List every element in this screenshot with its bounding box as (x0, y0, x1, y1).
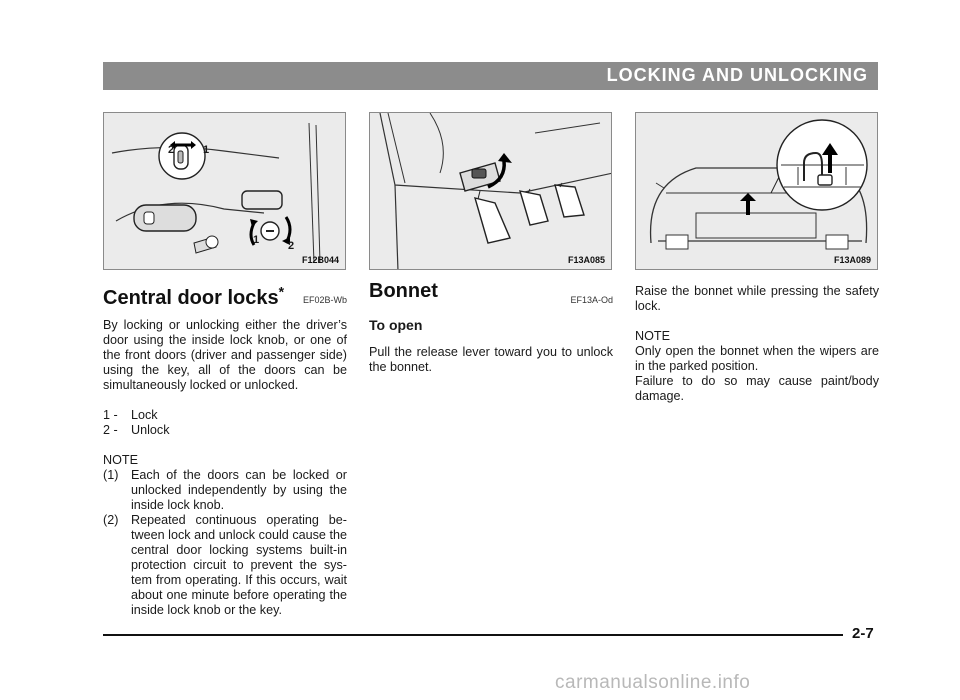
note-text: Failure to do so may cause paint/body damage. (635, 374, 879, 403)
note-item: (1) Each of the doors can be locked or unlocked independently by using the inside lock knob. (103, 468, 347, 512)
bonnet-raise-section (635, 284, 879, 404)
legend-item: 1 - Lock (103, 408, 158, 422)
section-code: EF02B-Wb (302, 295, 347, 305)
central-door-locks-body: By locking or unlocking either the driver’s door using the inside lock knob, or one of the front doors (driver and passenger side) using the key, all of the doors can be simultaneously locked or unlocked. (103, 318, 347, 392)
to-open-subtitle: To open (369, 317, 423, 333)
section-header-bar (103, 62, 878, 90)
footer-rule (103, 634, 843, 636)
watermark: carmanualsonline.info (555, 672, 751, 693)
figure-code: F13A089 (833, 255, 871, 265)
figure-bonnet-safety-lock (635, 112, 878, 270)
figure-door-lock (103, 112, 346, 270)
legend-item: 2 - Unlock (103, 423, 170, 437)
central-door-locks-section (103, 284, 347, 618)
note-label: NOTE (635, 329, 670, 343)
safety-lock-illustration (636, 113, 878, 270)
door-lock-illustration (104, 113, 346, 270)
note-item: (2) Repeated continuous operating be-tween lock and unlock could cause the central door locking systems built-in protection circuit to prevent the sys-tem from operating. If this occurs, wait about one minute before operating the inside lock knob or the key. (103, 513, 347, 617)
bonnet-section (369, 280, 613, 375)
section-code: EF13A-Od (570, 295, 613, 305)
figure-code: F12B044 (301, 255, 339, 265)
figure-bonnet-release (369, 112, 612, 270)
central-door-locks-title: Central door locks* (103, 283, 285, 309)
bonnet-release-illustration (370, 113, 612, 270)
callout-unlock-key: 2 (288, 240, 295, 252)
note-text: Only open the bonnet when the wipers are in the parked position. (635, 344, 879, 373)
callout-unlock-top: 2 (168, 144, 175, 156)
bonnet-title: Bonnet (369, 280, 438, 302)
callout-lock-top: 1 (203, 144, 210, 156)
section-title: LOCKING AND UNLOCKING (606, 65, 868, 85)
figure-code: F13A085 (567, 255, 605, 265)
bonnet-raise-body: Raise the bonnet while pressing the safety lock. (635, 284, 879, 313)
note-label: NOTE (103, 453, 138, 467)
optional-equipment-asterisk: * (278, 283, 285, 299)
bonnet-body: Pull the release lever toward you to unlock the bonnet. (369, 345, 613, 374)
callout-lock-key: 1 (253, 234, 260, 246)
page-number: 2-7 (852, 625, 874, 642)
